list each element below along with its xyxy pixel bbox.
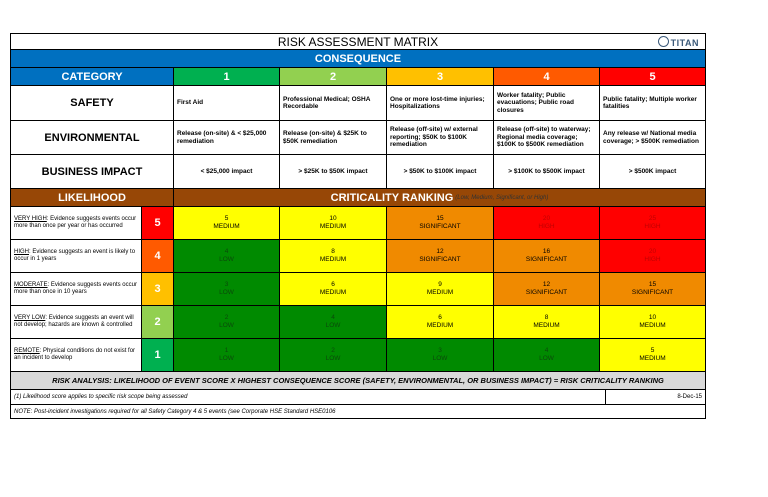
likelihood-term: VERY LOW bbox=[14, 314, 46, 321]
consequence-description bbox=[174, 155, 280, 189]
criticality-score: 20 bbox=[542, 215, 551, 222]
likelihood-text bbox=[14, 348, 138, 363]
likelihood-score-value: 4 bbox=[154, 250, 161, 262]
criticality-cell bbox=[600, 207, 706, 240]
consequence-level-3 bbox=[387, 68, 494, 86]
consequence-description bbox=[387, 121, 494, 155]
consequence-level-1 bbox=[174, 68, 280, 86]
date-text: 8-Dec-15 bbox=[677, 394, 702, 400]
likelihood-score-value: 1 bbox=[154, 349, 161, 361]
likelihood-header-text: LIKELIHOOD bbox=[58, 191, 126, 204]
likelihood-term: REMOTE bbox=[14, 347, 40, 354]
likelihood-detail: : Evidence suggests events occur more than once in 10 years bbox=[14, 281, 137, 295]
criticality-score: 10 bbox=[329, 215, 337, 222]
criticality-rank: MEDIUM bbox=[319, 289, 347, 296]
consequence-description-text: Release (off-site) to waterway; Regional media coverage; $100K to $500K remediation bbox=[497, 126, 591, 149]
consequence-description-text: Worker fatality; Public evacuations; Public road closures bbox=[497, 91, 574, 114]
criticality-score: 1 bbox=[224, 347, 229, 354]
criticality-cell bbox=[387, 339, 494, 372]
likelihood-detail: : Physical conditions do not exist for an incident to develop bbox=[14, 347, 136, 361]
criticality-rank: MEDIUM bbox=[639, 355, 666, 362]
consequence-description-text: Release (on-site) & < $25,000 remediation bbox=[177, 130, 267, 145]
criticality-rank: LOW bbox=[219, 322, 234, 329]
criticality-rank: LOW bbox=[432, 355, 448, 362]
risk-analysis-text: RISK ANALYSIS: LIKELIHOOD OF EVENT SCORE X HIGHEST CONSEQUENCE SCORE (SAFETY, ENVIRONMENTAL, OR BUSINESS IMPACT) = RISK CRITICALITY RANKING bbox=[52, 376, 664, 385]
risk-analysis bbox=[10, 372, 706, 390]
consequence-description bbox=[600, 155, 706, 189]
criticality-rank: MEDIUM bbox=[426, 322, 454, 329]
criticality-rank: MEDIUM bbox=[319, 223, 347, 230]
likelihood-score bbox=[142, 240, 174, 273]
criticality-cell bbox=[600, 240, 706, 273]
consequence-description bbox=[387, 86, 494, 121]
criticality-score: 4 bbox=[331, 314, 335, 321]
consequence-description bbox=[387, 155, 494, 189]
consequence-description bbox=[494, 86, 600, 121]
criticality-score: 2 bbox=[331, 347, 335, 354]
consequence-description-text: Any release w/ National media coverage; > $500K remediation bbox=[603, 130, 699, 145]
consequence-description-text: > $50K to $100K impact bbox=[403, 167, 477, 175]
criticality-cell bbox=[494, 207, 600, 240]
likelihood-description bbox=[10, 240, 142, 273]
criticality-score: 12 bbox=[436, 248, 444, 255]
criticality-cell bbox=[174, 240, 280, 273]
consequence-header bbox=[10, 50, 706, 68]
criticality-rank: MEDIUM bbox=[426, 289, 454, 296]
consequence-description-text: Release (off-site) w/ external reporting; $50K to $100K remediation bbox=[390, 126, 478, 149]
consequence-description bbox=[280, 86, 387, 121]
likelihood-description bbox=[10, 273, 142, 306]
likelihood-text bbox=[14, 216, 138, 231]
consequence-description bbox=[174, 121, 280, 155]
logo-icon bbox=[658, 36, 669, 47]
consequence-description bbox=[280, 155, 387, 189]
criticality-header-text: CRITICALITY RANKING bbox=[330, 191, 454, 204]
criticality-rank: HIGH bbox=[644, 256, 661, 263]
likelihood-description bbox=[10, 207, 142, 240]
category-label: SAFETY bbox=[70, 97, 114, 109]
likelihood-term: HIGH bbox=[14, 248, 29, 255]
consequence-description bbox=[494, 121, 600, 155]
likelihood-detail: : Evidence suggests an event will not develop; hazards are known & controlled bbox=[14, 314, 134, 328]
criticality-score: 4 bbox=[544, 347, 549, 354]
page-title: RISK ASSESSMENT MATRIX bbox=[277, 34, 439, 49]
criticality-cell bbox=[600, 306, 706, 339]
likelihood-term: VERY HIGH bbox=[14, 215, 47, 222]
category-environmental bbox=[10, 121, 174, 155]
criticality-cell bbox=[280, 273, 387, 306]
criticality-score: 8 bbox=[331, 248, 335, 255]
consequence-description-text: First Aid bbox=[177, 99, 204, 107]
consequence-description-text: Release (on-site) & $25K to $50K remediation bbox=[283, 130, 367, 145]
criticality-score: 15 bbox=[436, 215, 444, 222]
criticality-rank: LOW bbox=[219, 355, 234, 362]
likelihood-score bbox=[142, 339, 174, 372]
likelihood-score-value: 2 bbox=[154, 316, 161, 328]
criticality-rank: LOW bbox=[325, 355, 341, 362]
criticality-note: (Low, Medium, Significant, or High) bbox=[455, 194, 549, 201]
criticality-rank: SIGNIFICANT bbox=[631, 289, 674, 296]
category-label: ENVIRONMENTAL bbox=[44, 131, 140, 144]
criticality-cell bbox=[600, 339, 706, 372]
risk-matrix bbox=[10, 33, 706, 425]
likelihood-text bbox=[14, 249, 138, 264]
consequence-level-label: 5 bbox=[649, 70, 656, 83]
criticality-score: 25 bbox=[648, 215, 657, 222]
consequence-description-text: > $100K to $500K impact bbox=[508, 167, 585, 175]
criticality-score: 12 bbox=[542, 281, 551, 288]
criticality-score: 3 bbox=[224, 281, 229, 288]
criticality-rank: MEDIUM bbox=[213, 223, 240, 230]
footnote-1-text: (1) Likelihood score applies to specific risk scope being assessed bbox=[14, 394, 188, 400]
criticality-rank: MEDIUM bbox=[319, 256, 347, 263]
criticality-score: 10 bbox=[648, 314, 657, 321]
criticality-cell bbox=[280, 339, 387, 372]
consequence-description bbox=[174, 86, 280, 121]
criticality-rank: SIGNIFICANT bbox=[419, 256, 461, 263]
criticality-rank: LOW bbox=[325, 322, 341, 329]
consequence-description-text: Public fatality; Multiple worker fatalities bbox=[603, 95, 697, 110]
criticality-rank: MEDIUM bbox=[533, 322, 560, 329]
criticality-cell bbox=[280, 207, 387, 240]
likelihood-header bbox=[10, 189, 174, 207]
likelihood-score-value: 3 bbox=[154, 283, 161, 295]
consequence-description bbox=[280, 121, 387, 155]
category-header bbox=[10, 68, 174, 86]
criticality-cell bbox=[174, 273, 280, 306]
consequence-header-text: CONSEQUENCE bbox=[314, 52, 402, 65]
title-row bbox=[10, 33, 706, 50]
criticality-cell bbox=[494, 306, 600, 339]
criticality-cell bbox=[600, 273, 706, 306]
criticality-rank: LOW bbox=[219, 256, 234, 263]
likelihood-text bbox=[14, 315, 138, 330]
consequence-level-2 bbox=[280, 68, 387, 86]
criticality-score: 6 bbox=[331, 281, 335, 288]
criticality-score: 16 bbox=[542, 248, 551, 255]
consequence-description-text: > $500K impact bbox=[628, 167, 677, 175]
logo-text: TITAN bbox=[670, 38, 699, 48]
criticality-cell bbox=[174, 306, 280, 339]
likelihood-score-value: 5 bbox=[154, 217, 161, 229]
date-cell bbox=[606, 390, 706, 405]
criticality-cell bbox=[387, 240, 494, 273]
criticality-score: 3 bbox=[438, 347, 442, 354]
criticality-cell bbox=[387, 207, 494, 240]
footnote-2-text: NOTE: Post-incident investigations required for all Safety Category 4 & 5 events (see Corporate HSE Standard HSE0106 bbox=[14, 408, 336, 415]
criticality-header bbox=[174, 189, 706, 207]
criticality-rank: SIGNIFICANT bbox=[419, 223, 461, 230]
category-header-text: CATEGORY bbox=[61, 70, 123, 83]
consequence-description bbox=[600, 121, 706, 155]
criticality-score: 15 bbox=[648, 281, 657, 288]
criticality-score: 6 bbox=[438, 314, 442, 321]
criticality-score: 20 bbox=[648, 248, 657, 255]
criticality-score: 5 bbox=[224, 215, 229, 222]
criticality-score: 2 bbox=[224, 314, 229, 321]
criticality-rank: LOW bbox=[539, 355, 554, 362]
criticality-rank: LOW bbox=[219, 289, 234, 296]
consequence-level-4 bbox=[494, 68, 600, 86]
footnote-2 bbox=[10, 405, 706, 419]
consequence-level-5 bbox=[600, 68, 706, 86]
company-logo bbox=[658, 36, 699, 48]
consequence-description bbox=[600, 86, 706, 121]
likelihood-detail: : Evidence suggests events occur more than once per year or has occurred bbox=[14, 215, 137, 229]
criticality-rank: HIGH bbox=[538, 223, 555, 230]
likelihood-score bbox=[142, 306, 174, 339]
criticality-cell bbox=[494, 273, 600, 306]
likelihood-score bbox=[142, 273, 174, 306]
likelihood-description bbox=[10, 306, 142, 339]
criticality-rank: HIGH bbox=[644, 223, 661, 230]
consequence-level-label: 4 bbox=[543, 70, 550, 83]
category-label: BUSINESS IMPACT bbox=[41, 165, 143, 178]
likelihood-score bbox=[142, 207, 174, 240]
criticality-cell bbox=[280, 306, 387, 339]
likelihood-term: MODERATE bbox=[14, 281, 48, 288]
criticality-cell bbox=[387, 306, 494, 339]
likelihood-description bbox=[10, 339, 142, 372]
consequence-description-text: > $25K to $50K impact bbox=[298, 167, 368, 175]
consequence-description-text: < $25,000 impact bbox=[200, 167, 253, 175]
criticality-score: 4 bbox=[224, 248, 229, 255]
consequence-description-text: Professional Medical; OSHA Recordable bbox=[283, 95, 371, 110]
category-safety bbox=[10, 86, 174, 121]
criticality-rank: SIGNIFICANT bbox=[525, 289, 568, 296]
criticality-score: 8 bbox=[544, 314, 549, 321]
consequence-description-text: One or more lost-time injuries; Hospitalizations bbox=[390, 95, 485, 110]
consequence-description bbox=[494, 155, 600, 189]
criticality-cell bbox=[387, 273, 494, 306]
criticality-cell bbox=[280, 240, 387, 273]
likelihood-detail: : Evidence suggests an event is likely to occur in 1 years bbox=[14, 248, 136, 262]
consequence-level-label: 3 bbox=[436, 70, 444, 83]
criticality-cell bbox=[494, 339, 600, 372]
footnote-1 bbox=[10, 390, 606, 405]
criticality-rank: SIGNIFICANT bbox=[525, 256, 568, 263]
criticality-rank: MEDIUM bbox=[639, 322, 666, 329]
criticality-score: 5 bbox=[650, 347, 655, 354]
criticality-cell bbox=[174, 339, 280, 372]
consequence-level-label: 2 bbox=[329, 70, 337, 83]
likelihood-text bbox=[14, 282, 138, 297]
category-business-impact bbox=[10, 155, 174, 189]
criticality-score: 9 bbox=[438, 281, 442, 288]
consequence-level-label: 1 bbox=[223, 70, 230, 83]
criticality-cell bbox=[174, 207, 280, 240]
criticality-cell bbox=[494, 240, 600, 273]
